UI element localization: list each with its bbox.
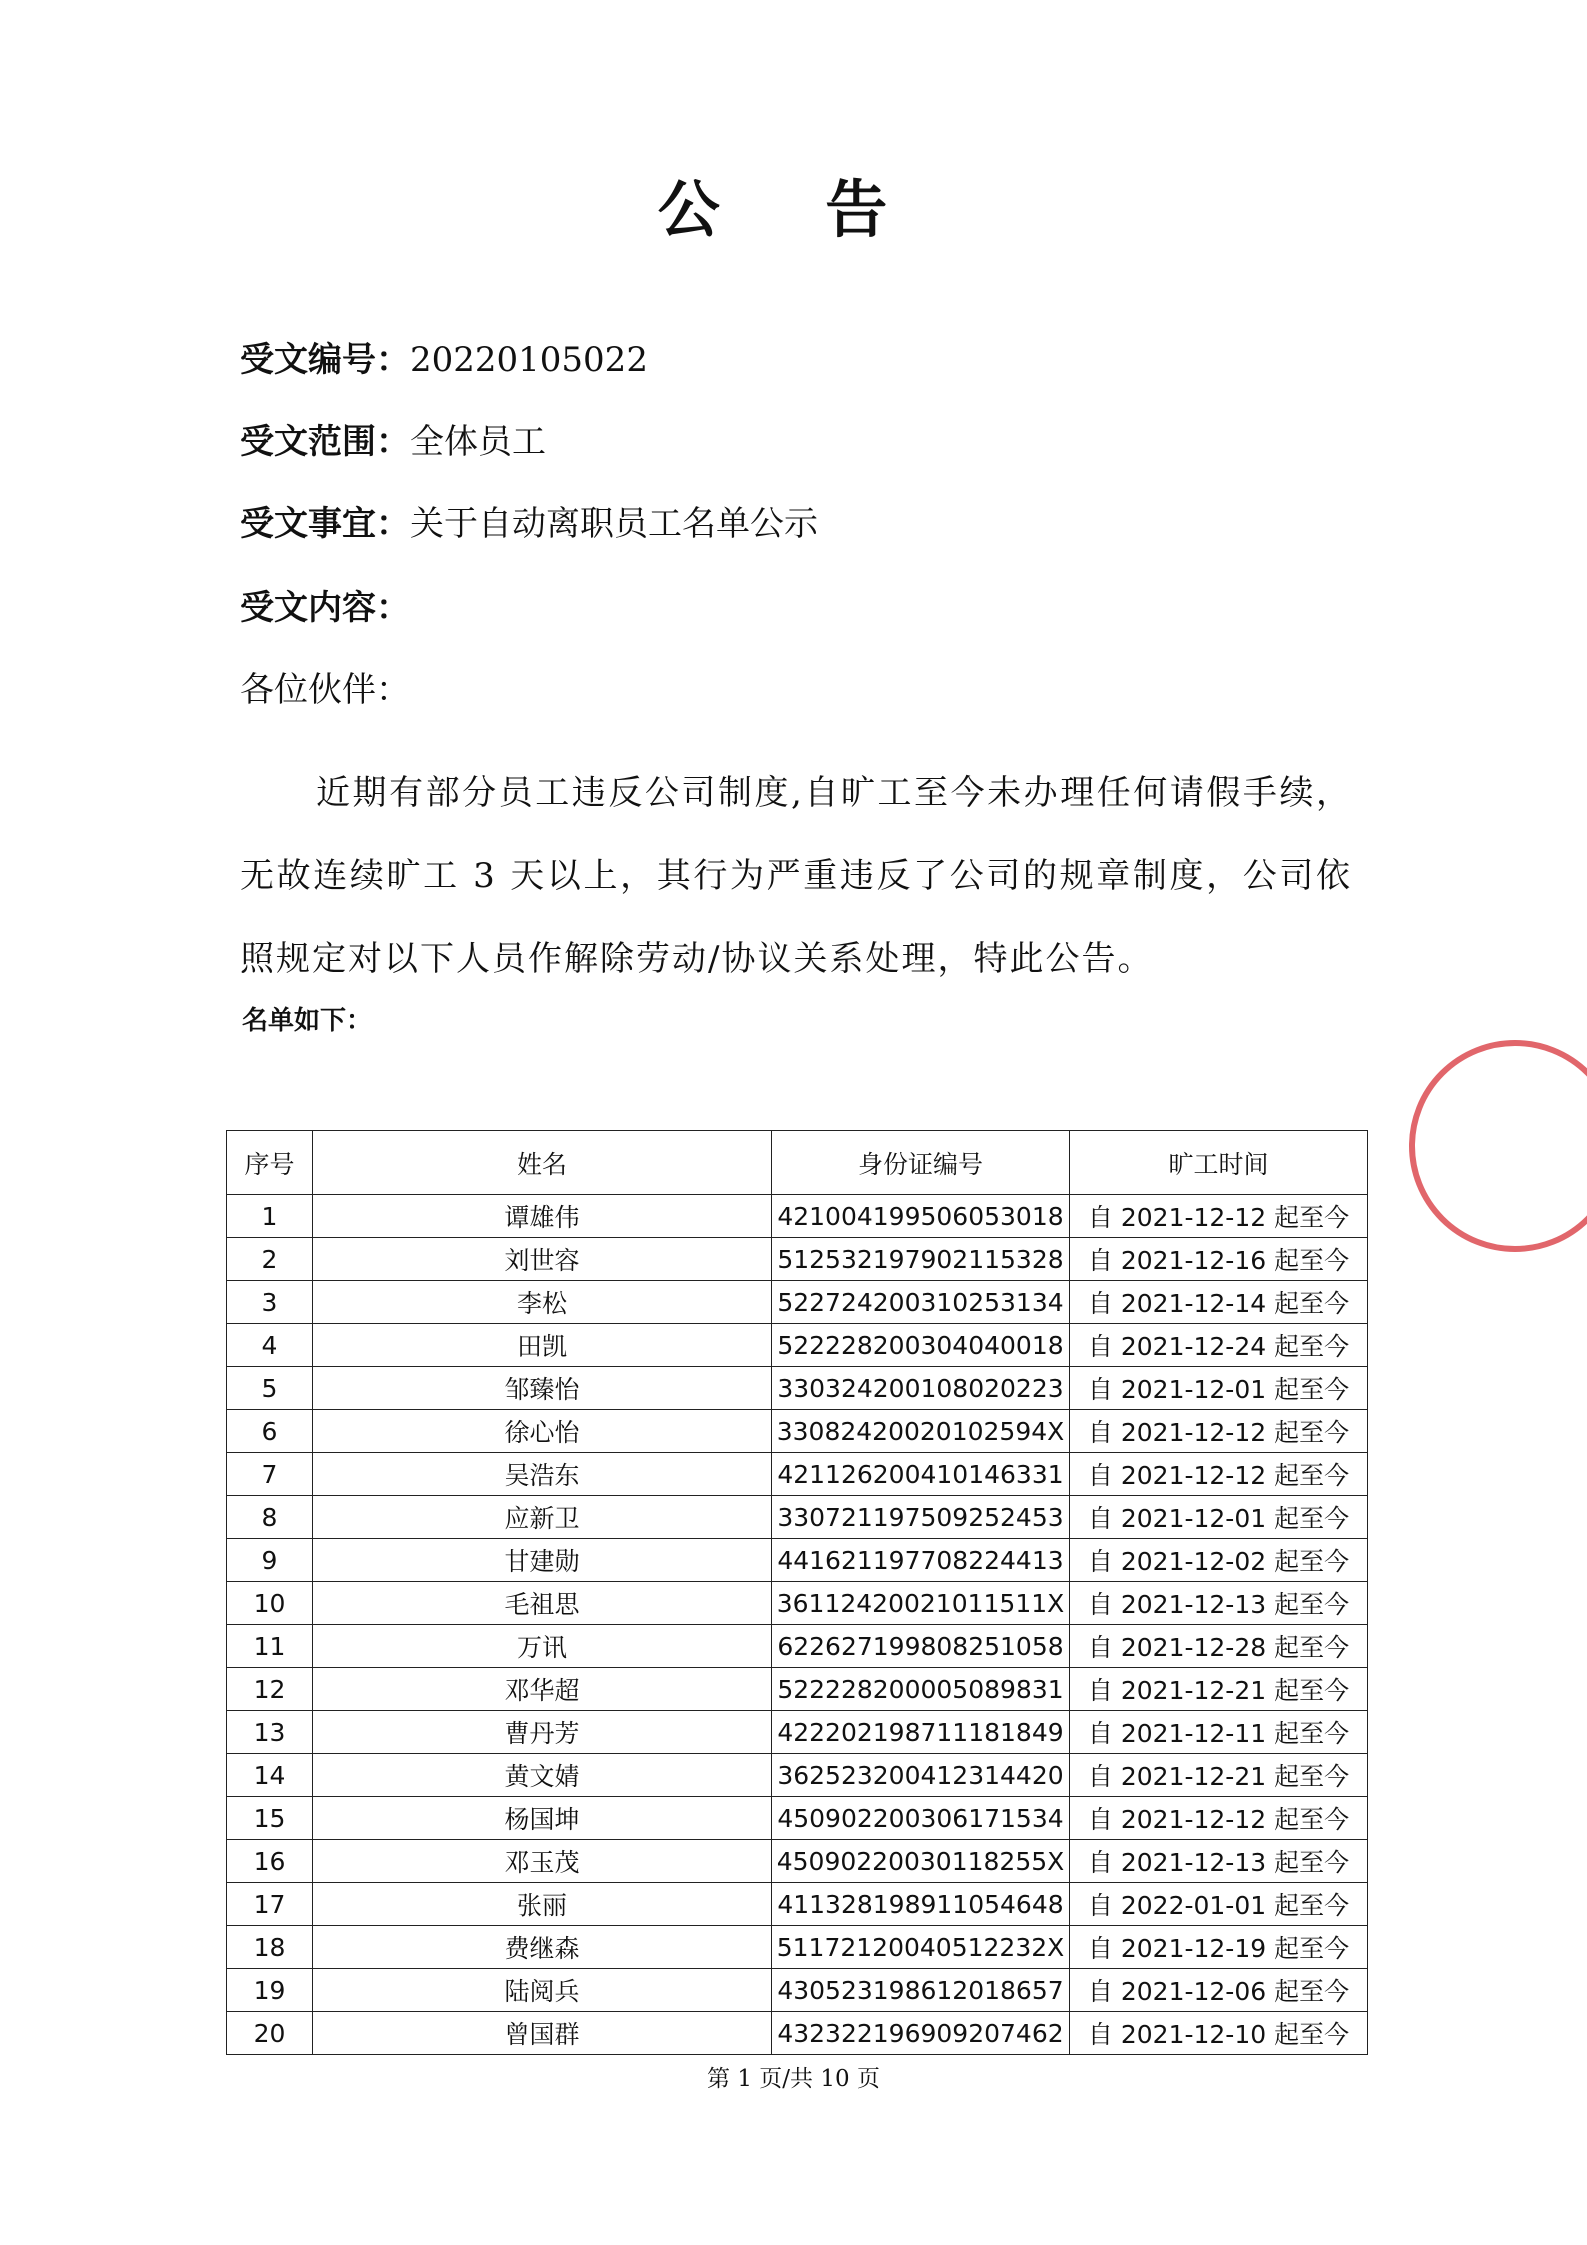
cell-index: 20 <box>227 2012 313 2055</box>
cell-id-number: 441621197708224413 <box>772 1539 1070 1582</box>
cell-absence-time: 自 2021-12-24 起至今 <box>1070 1324 1368 1367</box>
cell-name: 徐心怡 <box>313 1410 772 1453</box>
field-content <box>240 588 410 628</box>
cell-index: 9 <box>227 1539 313 1582</box>
cell-absence-time: 自 2021-12-02 起至今 <box>1070 1539 1368 1582</box>
table-row <box>227 1754 1368 1797</box>
table-row <box>227 1926 1368 1969</box>
dismissal-table <box>226 1130 1368 2055</box>
table-row <box>227 1367 1368 1410</box>
greeting: 各位伙伴： <box>240 670 410 710</box>
cell-absence-time: 自 2021-12-21 起至今 <box>1070 1668 1368 1711</box>
cell-name: 李松 <box>313 1281 772 1324</box>
cell-name: 张丽 <box>313 1883 772 1926</box>
cell-absence-time: 自 2021-12-12 起至今 <box>1070 1195 1368 1238</box>
cell-absence-time: 自 2021-12-13 起至今 <box>1070 1582 1368 1625</box>
cell-name: 邹臻怡 <box>313 1367 772 1410</box>
table-row <box>227 1281 1368 1324</box>
table-row <box>227 1883 1368 1926</box>
cell-name: 田凯 <box>313 1324 772 1367</box>
cell-name: 曹丹芳 <box>313 1711 772 1754</box>
cell-absence-time: 自 2021-12-01 起至今 <box>1070 1496 1368 1539</box>
table-row <box>227 1582 1368 1625</box>
table-row <box>227 1840 1368 1883</box>
cell-name: 费继森 <box>313 1926 772 1969</box>
cell-id-number: 330324200108020223 <box>772 1367 1070 1410</box>
header-index: 序号 <box>227 1131 313 1195</box>
table-row <box>227 1711 1368 1754</box>
table-row <box>227 1539 1368 1582</box>
cell-id-number: 421004199506053018 <box>772 1195 1070 1238</box>
cell-name: 杨国坤 <box>313 1797 772 1840</box>
table-row <box>227 1324 1368 1367</box>
table-row <box>227 1195 1368 1238</box>
table-row <box>227 1410 1368 1453</box>
table-row <box>227 2012 1368 2055</box>
cell-index: 19 <box>227 1969 313 2012</box>
cell-name: 应新卫 <box>313 1496 772 1539</box>
cell-index: 6 <box>227 1410 313 1453</box>
cell-name: 黄文婧 <box>313 1754 772 1797</box>
cell-absence-time: 自 2021-12-12 起至今 <box>1070 1797 1368 1840</box>
cell-index: 15 <box>227 1797 313 1840</box>
table-row <box>227 1453 1368 1496</box>
field-label: 受文事宜： <box>240 504 410 544</box>
cell-index: 18 <box>227 1926 313 1969</box>
cell-index: 11 <box>227 1625 313 1668</box>
field-scope <box>240 422 546 462</box>
cell-name: 陆阅兵 <box>313 1969 772 2012</box>
cell-id-number: 432322196909207462 <box>772 2012 1070 2055</box>
header-id-number: 身份证编号 <box>772 1131 1070 1195</box>
cell-id-number: 36112420021011511X <box>772 1582 1070 1625</box>
cell-name: 曾国群 <box>313 2012 772 2055</box>
cell-index: 17 <box>227 1883 313 1926</box>
cell-absence-time: 自 2021-12-19 起至今 <box>1070 1926 1368 1969</box>
cell-id-number: 430523198612018657 <box>772 1969 1070 2012</box>
cell-index: 5 <box>227 1367 313 1410</box>
cell-index: 13 <box>227 1711 313 1754</box>
field-subject <box>240 504 818 544</box>
table-row <box>227 1797 1368 1840</box>
cell-id-number: 522228200005089831 <box>772 1668 1070 1711</box>
cell-id-number: 330721197509252453 <box>772 1496 1070 1539</box>
cell-id-number: 362523200412314420 <box>772 1754 1070 1797</box>
field-document-number <box>240 340 648 380</box>
cell-name: 刘世容 <box>313 1238 772 1281</box>
cell-index: 14 <box>227 1754 313 1797</box>
page-indicator: 第 1 页/共 10 页 <box>707 2066 880 2092</box>
list-title: 名单如下： <box>242 1006 373 1036</box>
table-row <box>227 1496 1368 1539</box>
cell-index: 3 <box>227 1281 313 1324</box>
field-value: 20220105022 <box>410 340 648 380</box>
cell-id-number: 522724200310253134 <box>772 1281 1070 1324</box>
cell-id-number: 450902200306171534 <box>772 1797 1070 1840</box>
notice-paragraph: 近期有部分员工违反公司制度,自旷工至今未办理任何请假手续，无故连续旷工 3 天以上，其行为严重违反了公司的规章制度，公司依照规定对以下人员作解除劳动/协议关系处理，特此公告。 <box>240 773 1352 979</box>
cell-id-number: 422202198711181849 <box>772 1711 1070 1754</box>
cell-name: 万讯 <box>313 1625 772 1668</box>
cell-absence-time: 自 2022-01-01 起至今 <box>1070 1883 1368 1926</box>
cell-id-number: 45090220030118255X <box>772 1840 1070 1883</box>
cell-id-number: 411328198911054648 <box>772 1883 1070 1926</box>
table-row <box>227 1238 1368 1281</box>
cell-id-number: 622627199808251058 <box>772 1625 1070 1668</box>
cell-name: 邓玉茂 <box>313 1840 772 1883</box>
cell-name: 谭雄伟 <box>313 1195 772 1238</box>
cell-index: 7 <box>227 1453 313 1496</box>
cell-index: 10 <box>227 1582 313 1625</box>
field-value: 关于自动离职员工名单公示 <box>410 504 818 544</box>
table-row <box>227 1969 1368 2012</box>
cell-absence-time: 自 2021-12-12 起至今 <box>1070 1410 1368 1453</box>
table-row <box>227 1668 1368 1711</box>
cell-name: 甘建勋 <box>313 1539 772 1582</box>
cell-id-number: 522228200304040018 <box>772 1324 1070 1367</box>
cell-id-number: 51172120040512232X <box>772 1926 1070 1969</box>
cell-index: 1 <box>227 1195 313 1238</box>
field-value: 全体员工 <box>410 422 546 462</box>
cell-absence-time: 自 2021-12-28 起至今 <box>1070 1625 1368 1668</box>
cell-name: 邓华超 <box>313 1668 772 1711</box>
red-seal-stamp <box>1409 1040 1587 1252</box>
table-body <box>227 1195 1368 2055</box>
cell-name: 毛祖思 <box>313 1582 772 1625</box>
cell-index: 12 <box>227 1668 313 1711</box>
header-absence-time: 旷工时间 <box>1070 1131 1368 1195</box>
header-name: 姓名 <box>313 1131 772 1195</box>
field-label: 受文范围： <box>240 422 410 462</box>
cell-id-number: 33082420020102594X <box>772 1410 1070 1453</box>
cell-id-number: 421126200410146331 <box>772 1453 1070 1496</box>
cell-index: 2 <box>227 1238 313 1281</box>
cell-absence-time: 自 2021-12-11 起至今 <box>1070 1711 1368 1754</box>
cell-absence-time: 自 2021-12-10 起至今 <box>1070 2012 1368 2055</box>
field-label: 受文编号： <box>240 340 410 380</box>
cell-index: 4 <box>227 1324 313 1367</box>
document-title: 公 告 <box>657 173 930 246</box>
field-label: 受文内容： <box>240 588 410 628</box>
cell-absence-time: 自 2021-12-21 起至今 <box>1070 1754 1368 1797</box>
table-header-row <box>227 1131 1368 1195</box>
table-row <box>227 1625 1368 1668</box>
cell-absence-time: 自 2021-12-01 起至今 <box>1070 1367 1368 1410</box>
cell-absence-time: 自 2021-12-16 起至今 <box>1070 1238 1368 1281</box>
cell-name: 吴浩东 <box>313 1453 772 1496</box>
cell-absence-time: 自 2021-12-13 起至今 <box>1070 1840 1368 1883</box>
cell-absence-time: 自 2021-12-14 起至今 <box>1070 1281 1368 1324</box>
cell-index: 16 <box>227 1840 313 1883</box>
cell-index: 8 <box>227 1496 313 1539</box>
cell-absence-time: 自 2021-12-06 起至今 <box>1070 1969 1368 2012</box>
cell-absence-time: 自 2021-12-12 起至今 <box>1070 1453 1368 1496</box>
cell-id-number: 512532197902115328 <box>772 1238 1070 1281</box>
